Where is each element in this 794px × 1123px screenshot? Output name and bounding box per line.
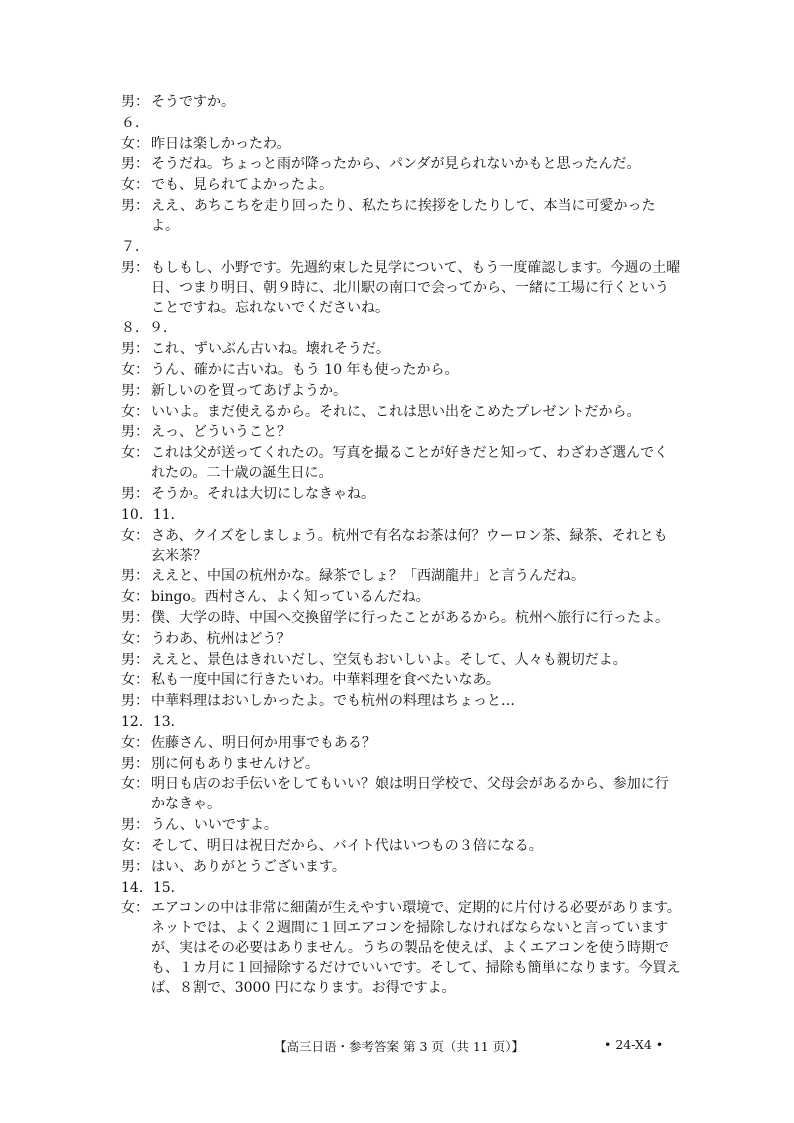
speaker: 男： [121,259,149,276]
dialogue-line [121,898,681,998]
speaker: 男： [121,609,149,626]
dialogue-line [121,175,681,195]
dialogue-line [121,650,681,670]
dialogue-line [121,154,681,174]
line-text: もしもし、小野です。先週約束した見学について、もう一度確認します。今週の土曜日、つまり明日、朝９時に、北川駅の南口で会ってから、一緒に工場に行くということですね。忘れないでくださいね。 [151,259,681,316]
line-text: 中華料理はおいしかったよ。でも杭州の料理はちょっと… [151,693,515,710]
transcript [121,92,681,999]
speaker: 女： [121,837,149,854]
footer-code: • 24-X4 • [604,1037,664,1052]
dialogue-line [121,587,681,607]
line-text: ええと、景色はきれいだし、空気もおいしいよ。そして、人々も親切だよ。 [151,651,627,668]
question-number: 12．13． [121,713,185,730]
dialogue-line [121,381,681,401]
speaker: 男： [121,485,149,502]
line-text: 昨日は楽しかったわ。 [151,135,291,152]
line-text: そうですか。 [151,94,235,110]
speaker: 女： [121,135,149,152]
line-text: 佐藤さん、明日何か用事でもある？ [151,734,376,751]
question-number: ８．９． [121,320,177,337]
line-text: そして、明日は祝日だから、バイト代はいつもの３倍になる。 [151,837,543,854]
dialogue-line [121,484,681,504]
line-text: これは父が送ってくれたの。写真を撮ることが好きだと知って、わざわざ選んでくれたの。二十歳の誕生日に。 [151,445,669,482]
speaker: 女： [121,734,149,751]
line-text: うわあ、杭州はどう？ [151,630,291,647]
speaker: 女： [121,177,149,194]
dialogue-line [121,629,681,649]
speaker: 男： [121,341,149,358]
dialogue-line [121,360,681,380]
dialogue-line [121,422,681,442]
footer-page-info: 【高三日语・参考答案 第 3 页（共 11 页）】 [274,1039,524,1054]
speaker: 女： [121,672,149,689]
speaker: 男： [121,651,149,668]
question-number: ７． [121,238,149,255]
line-text: そうか。それは大切にしなきゃね。 [151,485,375,502]
speaker: 女： [121,776,149,793]
line-text: でも、見られてよかったよ。 [151,177,333,194]
dialogue-line [121,196,681,236]
dialogue-line [121,691,681,711]
dialogue-line [121,526,681,566]
speaker: 女： [121,630,149,647]
dialogue-line [121,608,681,628]
dialogue-line [121,134,681,154]
speaker: 女： [121,900,149,917]
line-text: ええ、あちこちを走り回ったり、私たちに挨拶をしたりして、本当に可愛かったよ。 [151,197,656,234]
line-text: さあ、クイズをしましょう。杭州で有名なお茶は何？ウーロン茶、緑茶、それとも玄米茶？ [151,527,668,564]
dialogue-line [121,402,681,422]
dialogue-line [121,339,681,359]
line-text: 別に何もありませんけど。 [151,755,319,772]
speaker: 男： [121,858,149,875]
speaker: 女： [121,361,149,378]
line-text: 新しいのを買ってあげようか。 [151,382,347,399]
speaker: 男： [121,693,149,710]
dialogue-line [121,566,681,586]
dialogue-line [121,754,681,774]
dialogue-line [121,443,681,483]
line-text: これ、ずいぶん古いね。壊れそうだ。 [151,341,390,358]
speaker: 女： [121,403,149,420]
line-text: そうだね。ちょっと雨が降ったから、パンダが見られないかもと思ったんだ。 [151,156,641,173]
speaker: 男： [121,94,149,110]
line-text: うん、確かに古いね。もう 10 年も使ったから。 [151,361,459,378]
dialogue-line [121,670,681,690]
speaker: 男： [121,156,149,173]
dialogue-line [121,857,681,877]
line-text: うん、いいですよ。 [151,817,278,834]
line-text: ええと、中国の杭州かな。緑茶でしょ？「西湖龍井」と言うんだね。 [151,568,585,585]
question-number: 14．15． [121,879,185,896]
speaker: 男： [121,755,149,772]
speaker: 男： [121,382,149,399]
line-text: いいよ。まだ使えるから。それに、これは思い出をこめたプレゼントだから。 [151,403,641,420]
question-number: 10．11． [121,506,185,523]
dialogue-line [121,815,681,835]
line-text: はい、ありがとうございます。 [151,858,346,875]
question-number: ６． [121,114,149,131]
speaker: 男： [121,817,149,834]
dialogue-line [121,774,681,814]
speaker: 女： [121,527,149,544]
speaker: 男： [121,568,149,585]
speaker: 女： [121,589,149,606]
dialogue-line [121,836,681,856]
line-text: エアコンの中は非常に細菌が生えやすい環境で、定期的に片付ける必要があります。ネットでは、よく２週間に１回エアコンを掃除しなければならないと言っていますが、実はその必要はありません。うちの製品を使えば、よくエアコンを使う時期でも、１カ月に１回掃除するだけでいいです。そして、掃除も簡単になります。今買えば、８割で、3000 円になります。お得ですよ。 [151,900,681,997]
line-text: 明日も店のお手伝いをしてもいい？娘は明日学校で、父母会があるから、参加に行かなきゃ。 [151,776,669,813]
speaker: 男： [121,424,149,441]
speaker: 女： [121,445,149,462]
dialogue-line [121,92,681,112]
line-text: 僕、大学の時、中国へ交換留学に行ったことがあるから。杭州へ旅行に行ったよ。 [151,609,669,626]
line-text: bingo。西村さん、よく知っているんだね。 [151,589,430,606]
dialogue-line [121,733,681,753]
dialogue-line [121,258,681,318]
line-text: 私も一度中国に行きたいわ。中華料理を食べたいなあ。 [151,672,500,689]
speaker: 男： [121,197,149,214]
line-text: えっ、どういうこと？ [151,424,291,441]
